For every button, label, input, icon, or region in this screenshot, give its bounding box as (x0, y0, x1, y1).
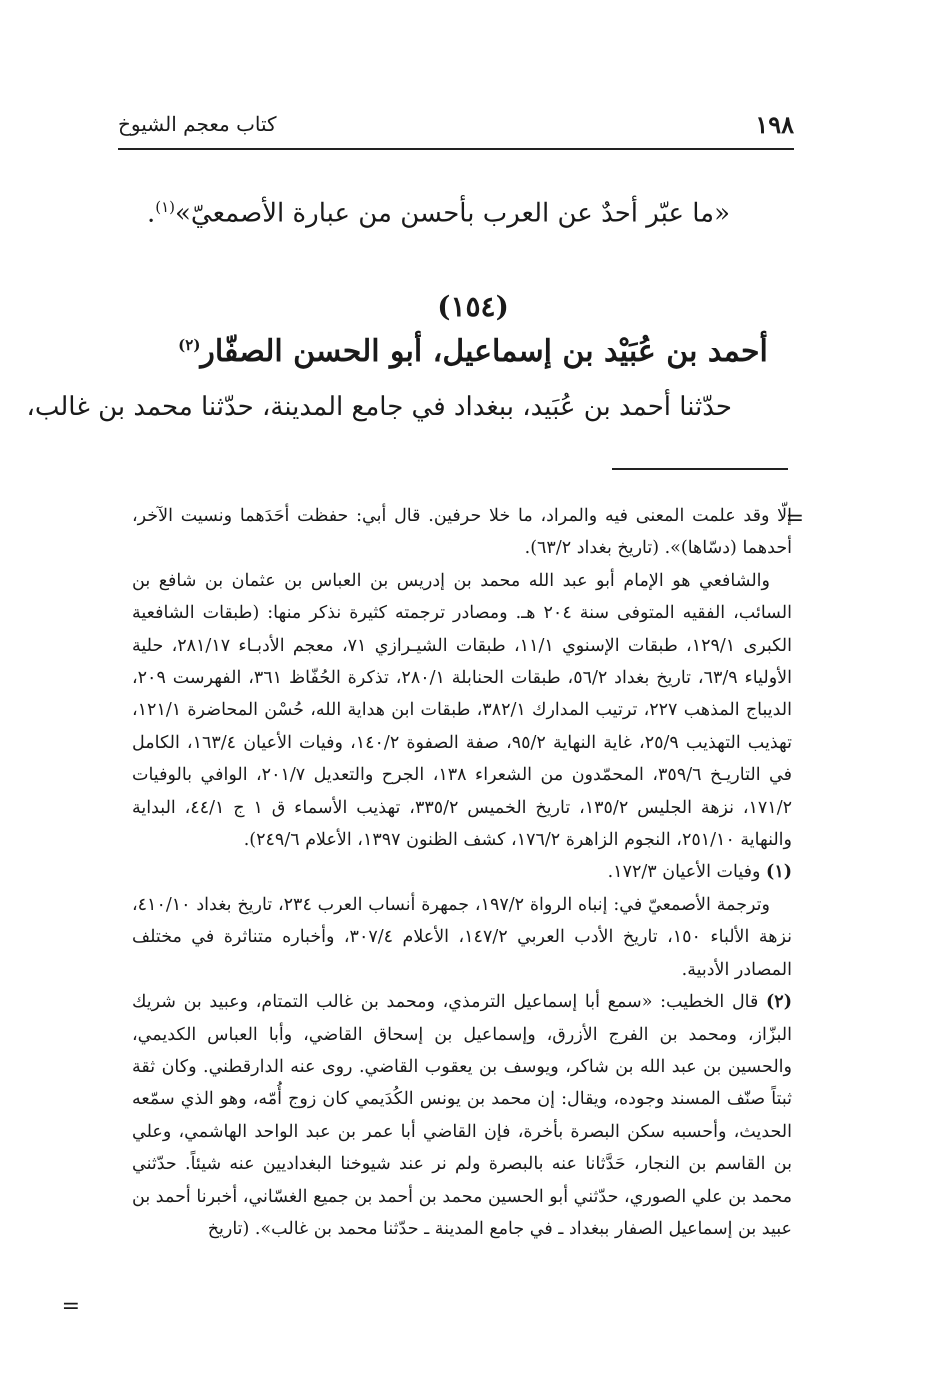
running-title: كتاب معجم الشيوخ (118, 112, 277, 136)
quote-line (146, 198, 730, 229)
body-text-line: حدّثنا أحمد بن عُبَيد، ببغداد في جامع المدينة، حدّثنا محمد بن غالب، (26, 392, 732, 422)
footnote-ref: (١) (155, 198, 175, 216)
page-number: ١٩٨ (755, 110, 794, 139)
continuation-mark: = (785, 506, 804, 531)
entry-heading-text: أحمد بن عُبَيْد بن إسماعيل، أبو الحسن الصفّار (200, 334, 768, 369)
footnote-continued-paragraph: إلّا وقد علمت المعنى فيه والمراد، ما خلا حرفين. قال أبي: حفظت أحَدَهما ونسيت الآخر، أحدهما (دسّاها)». (تاريخ بغداد ٦٣/٢). (132, 506, 792, 559)
continuation-mark: = (61, 1294, 80, 1319)
footnote-2 (132, 986, 792, 1245)
footnotes (132, 500, 792, 1245)
footnote-ref: (٢) (178, 336, 201, 354)
entry-heading (0, 334, 946, 369)
page-header (118, 108, 794, 150)
footnote-1 (132, 856, 792, 888)
footnote-text: قال الخطيب: «سمع أبا إسماعيل الترمذي، ومحمد بن غالب التمتام، وعبيد بن شريك البزّاز، ومحمد بن الفرج الأزرق، وإسماعيل بن إسحاق القاضي، وأبا العباس الكديمي، والحسين بن عبد الله بن شاكر، ويوسف بن يعقوب القاضي. روى عنه الدارقطني. وكان ثقة ثبتاً صنّف المسند وجوده، ويقال: إن محمد بن يونس الكُدَيمي كان زوج أُمّه، وهو الذي سمّعه الحديث، وأحسبه سكن البصرة بأخرة، فإن القاضي أبا عمر بن عبد الواحد الهاشمي، وعلي بن القاسم بن النجار، حَدَّثانا عنه بالبصرة ولم نر عند شيوخنا البغداديين عنه شيئاً. حدّثني محمد بن علي الصوري، حدّثني أبو الحسين محمد بن أحمد بن جميع الغسّاني، أخبرنا أحمد بن عبيد بن إسماعيل الصفار ببغداد ـ في جامع المدينة ـ حدّثنا محمد بن غالب». (تاريخ (132, 992, 792, 1239)
footnote-paragraph: وترجمة الأصمعيّ في: إنباه الرواة ١٩٧/٢، جمهرة أنساب العرب ٢٣٤، تاريخ بغداد ٤١٠/١٠، نزهة الألباء ١٥٠، تاريخ الأدب العربي ١٤٧/٢، الأعلام ٣٠٧/٤، وأخباره متناثرة في مختلف المصادر الأدبية. (132, 894, 792, 980)
footnote-text: وفيات الأعيان ١٧٢/٣. (607, 862, 761, 883)
entry-number: (١٥٤) (437, 290, 509, 323)
footnote-label: (٢) (766, 992, 792, 1013)
footnote-separator (612, 468, 788, 470)
quote-text: «ما عبّر أحدٌ عن العرب بأحسن من عبارة الأصمعيّ» (174, 198, 730, 229)
footnote-label: (١) (766, 862, 792, 883)
quote-end: . (146, 198, 156, 229)
footnote-paragraph: والشافعي هو الإمام أبو عبد الله محمد بن إدريس بن العباس بن عثمان بن شافع بن السائب، الفقيه المتوفى سنة ٢٠٤ هـ. ومصادر ترجمته كثيرة نذكر منها: (طبقات الشافعية الكبرى ١٢٩/١، طبقات الإسنوي ١١/١، طبقات الشيـرازي ٧١، معجم الأدبـاء ٢٨١/١٧، حلية الأولياء ٦٣/٩، تاريخ بغداد ٥٦/٢، طبقات الحنابلة ٢٨٠/١، تذكرة الحُفّاظ ٣٦١، الفهرست ٢٠٩، الديباج المذهب ٢٢٧، ترتيب المدارك ٣٨٢/١، طبقات ابن هداية الله، حُسْن المحاضرة ١٢١/١، تهذيب التهذيب ٢٥/٩، غاية النهاية ٩٥/٢، صفة الصفوة ١٤٠/٢، وفيات الأعيان ١٦٣/٤، الكامل في التاريـخ ٣٥٩/٦، المحمّدون من الشعراء ١٣٨، الجرح والتعديل ٢٠١/٧، الوافي بالوفيات ١٧١/٢، نزهة الجليس ١٣٥/٢، تاريخ الخميس ٣٣٥/٢، تهذيب الأسماء ق ١ ج ٤٤/١، البداية والنهاية ٢٥١/١٠، النجوم الزاهرة ١٧٦/٢، كشف الظنون ١٣٩٧، الأعلام ٢٤٩/٦). (132, 570, 793, 851)
